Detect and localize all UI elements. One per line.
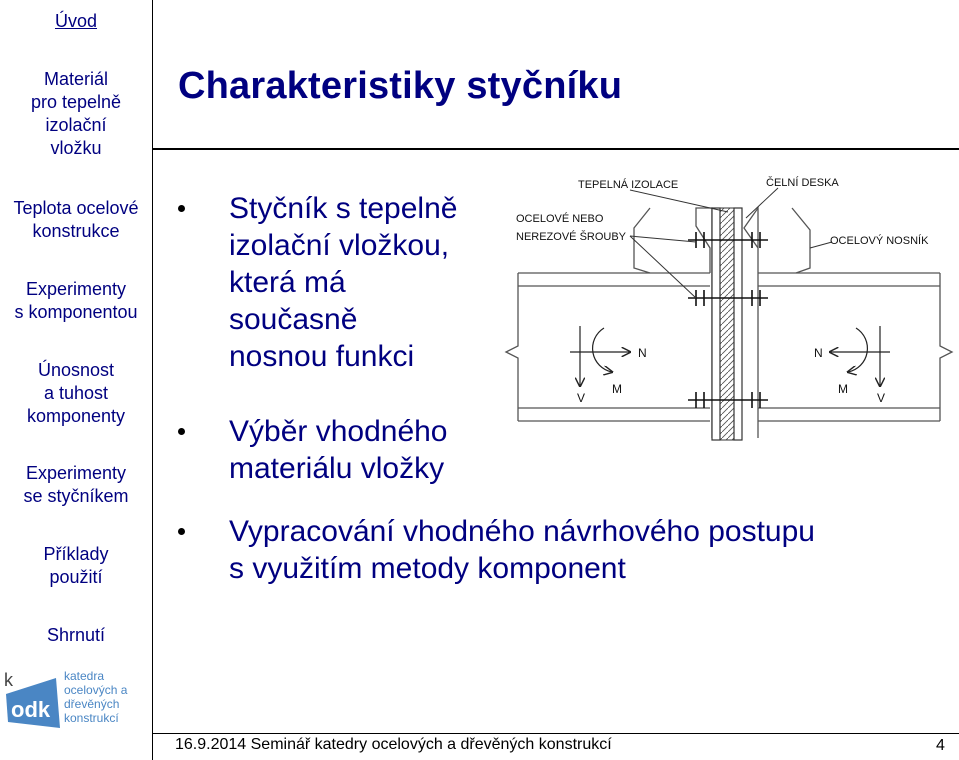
label-m-right: M	[838, 382, 848, 396]
title-divider	[152, 148, 959, 150]
department-logo	[2, 664, 150, 730]
nav-label: Experimenty se styčníkem	[23, 463, 129, 506]
label-end-plate: ČELNÍ DESKA	[766, 177, 839, 189]
end-plate-outline-left	[634, 208, 650, 273]
end-plate-right	[734, 208, 742, 440]
nav-label: Příklady použití	[43, 544, 109, 587]
logo-small-letter: k	[4, 670, 13, 690]
bullet-text: Styčník s tepelně izolační vložkou, která má současně nosnou funkci	[229, 192, 458, 373]
logo-text-line: katedra	[64, 669, 105, 683]
beam-left	[506, 273, 710, 421]
label-insulation: TEPELNÁ IZOLACE	[578, 179, 679, 191]
footer-text: 16.9.2014 Seminář katedry ocelových a dřevěných konstrukcí	[175, 736, 612, 753]
label-beam: OCELOVÝ NOSNÍK	[830, 235, 929, 247]
label-v-right: V	[877, 391, 886, 405]
nav-link-teplota[interactable]	[0, 197, 152, 243]
nav-label: Teplota ocelové konstrukce	[13, 198, 139, 241]
slide-title: Charakteristiky styčníku	[178, 65, 623, 107]
nav-link-uvod[interactable]	[0, 10, 152, 33]
footer-divider	[152, 733, 959, 734]
label-m-left: M	[612, 382, 622, 396]
nav-link-material[interactable]	[0, 68, 152, 160]
end-plate-left	[712, 208, 720, 440]
nav-link-experimenty-komponenta[interactable]	[0, 278, 152, 324]
nav-link-experimenty-stycnik[interactable]	[0, 462, 152, 508]
nav-label: Úvod	[54, 11, 98, 31]
bullet-dot-icon	[178, 205, 185, 212]
label-v-left: V	[577, 391, 586, 405]
forces-right	[830, 326, 890, 386]
label-bolts-2: NEREZOVÉ ŠROUBY	[516, 231, 627, 243]
page-number: 4	[936, 737, 945, 754]
nav-label: Experimenty s komponentou	[14, 279, 138, 322]
nav-label: Únosnost a tuhost komponenty	[26, 360, 126, 426]
bullet-dot-icon	[178, 428, 185, 435]
logo-text-line: konstrukcí	[64, 711, 119, 725]
nav-link-unosnost[interactable]	[0, 359, 152, 428]
joint-diagram	[500, 168, 959, 458]
logo-text-line: ocelových a	[64, 683, 128, 697]
nav-label: Materiál pro tepelně izolační vložku	[30, 69, 122, 158]
bullet-dot-icon	[178, 528, 185, 535]
label-n-right: N	[814, 346, 823, 360]
forces-left	[570, 326, 630, 386]
label-bolts-1: OCELOVÉ NEBO	[516, 213, 604, 225]
nav-link-shrnuti[interactable]	[0, 624, 152, 647]
logo-text-line: dřevěných	[64, 697, 120, 711]
insulation-layer	[720, 208, 734, 440]
label-n-left: N	[638, 346, 647, 360]
end-plate-outline-right	[792, 208, 810, 273]
beam-right	[758, 273, 952, 421]
sidebar	[0, 0, 153, 760]
logo-letters: odk	[11, 697, 51, 722]
nav-label: Shrnutí	[46, 625, 106, 645]
bullet-text: Vypracování vhodného návrhového postupu s využitím metody komponent	[229, 515, 815, 585]
bullet-text: Výběr vhodného materiálu vložky	[229, 415, 448, 485]
nav-link-priklady[interactable]	[0, 543, 152, 589]
